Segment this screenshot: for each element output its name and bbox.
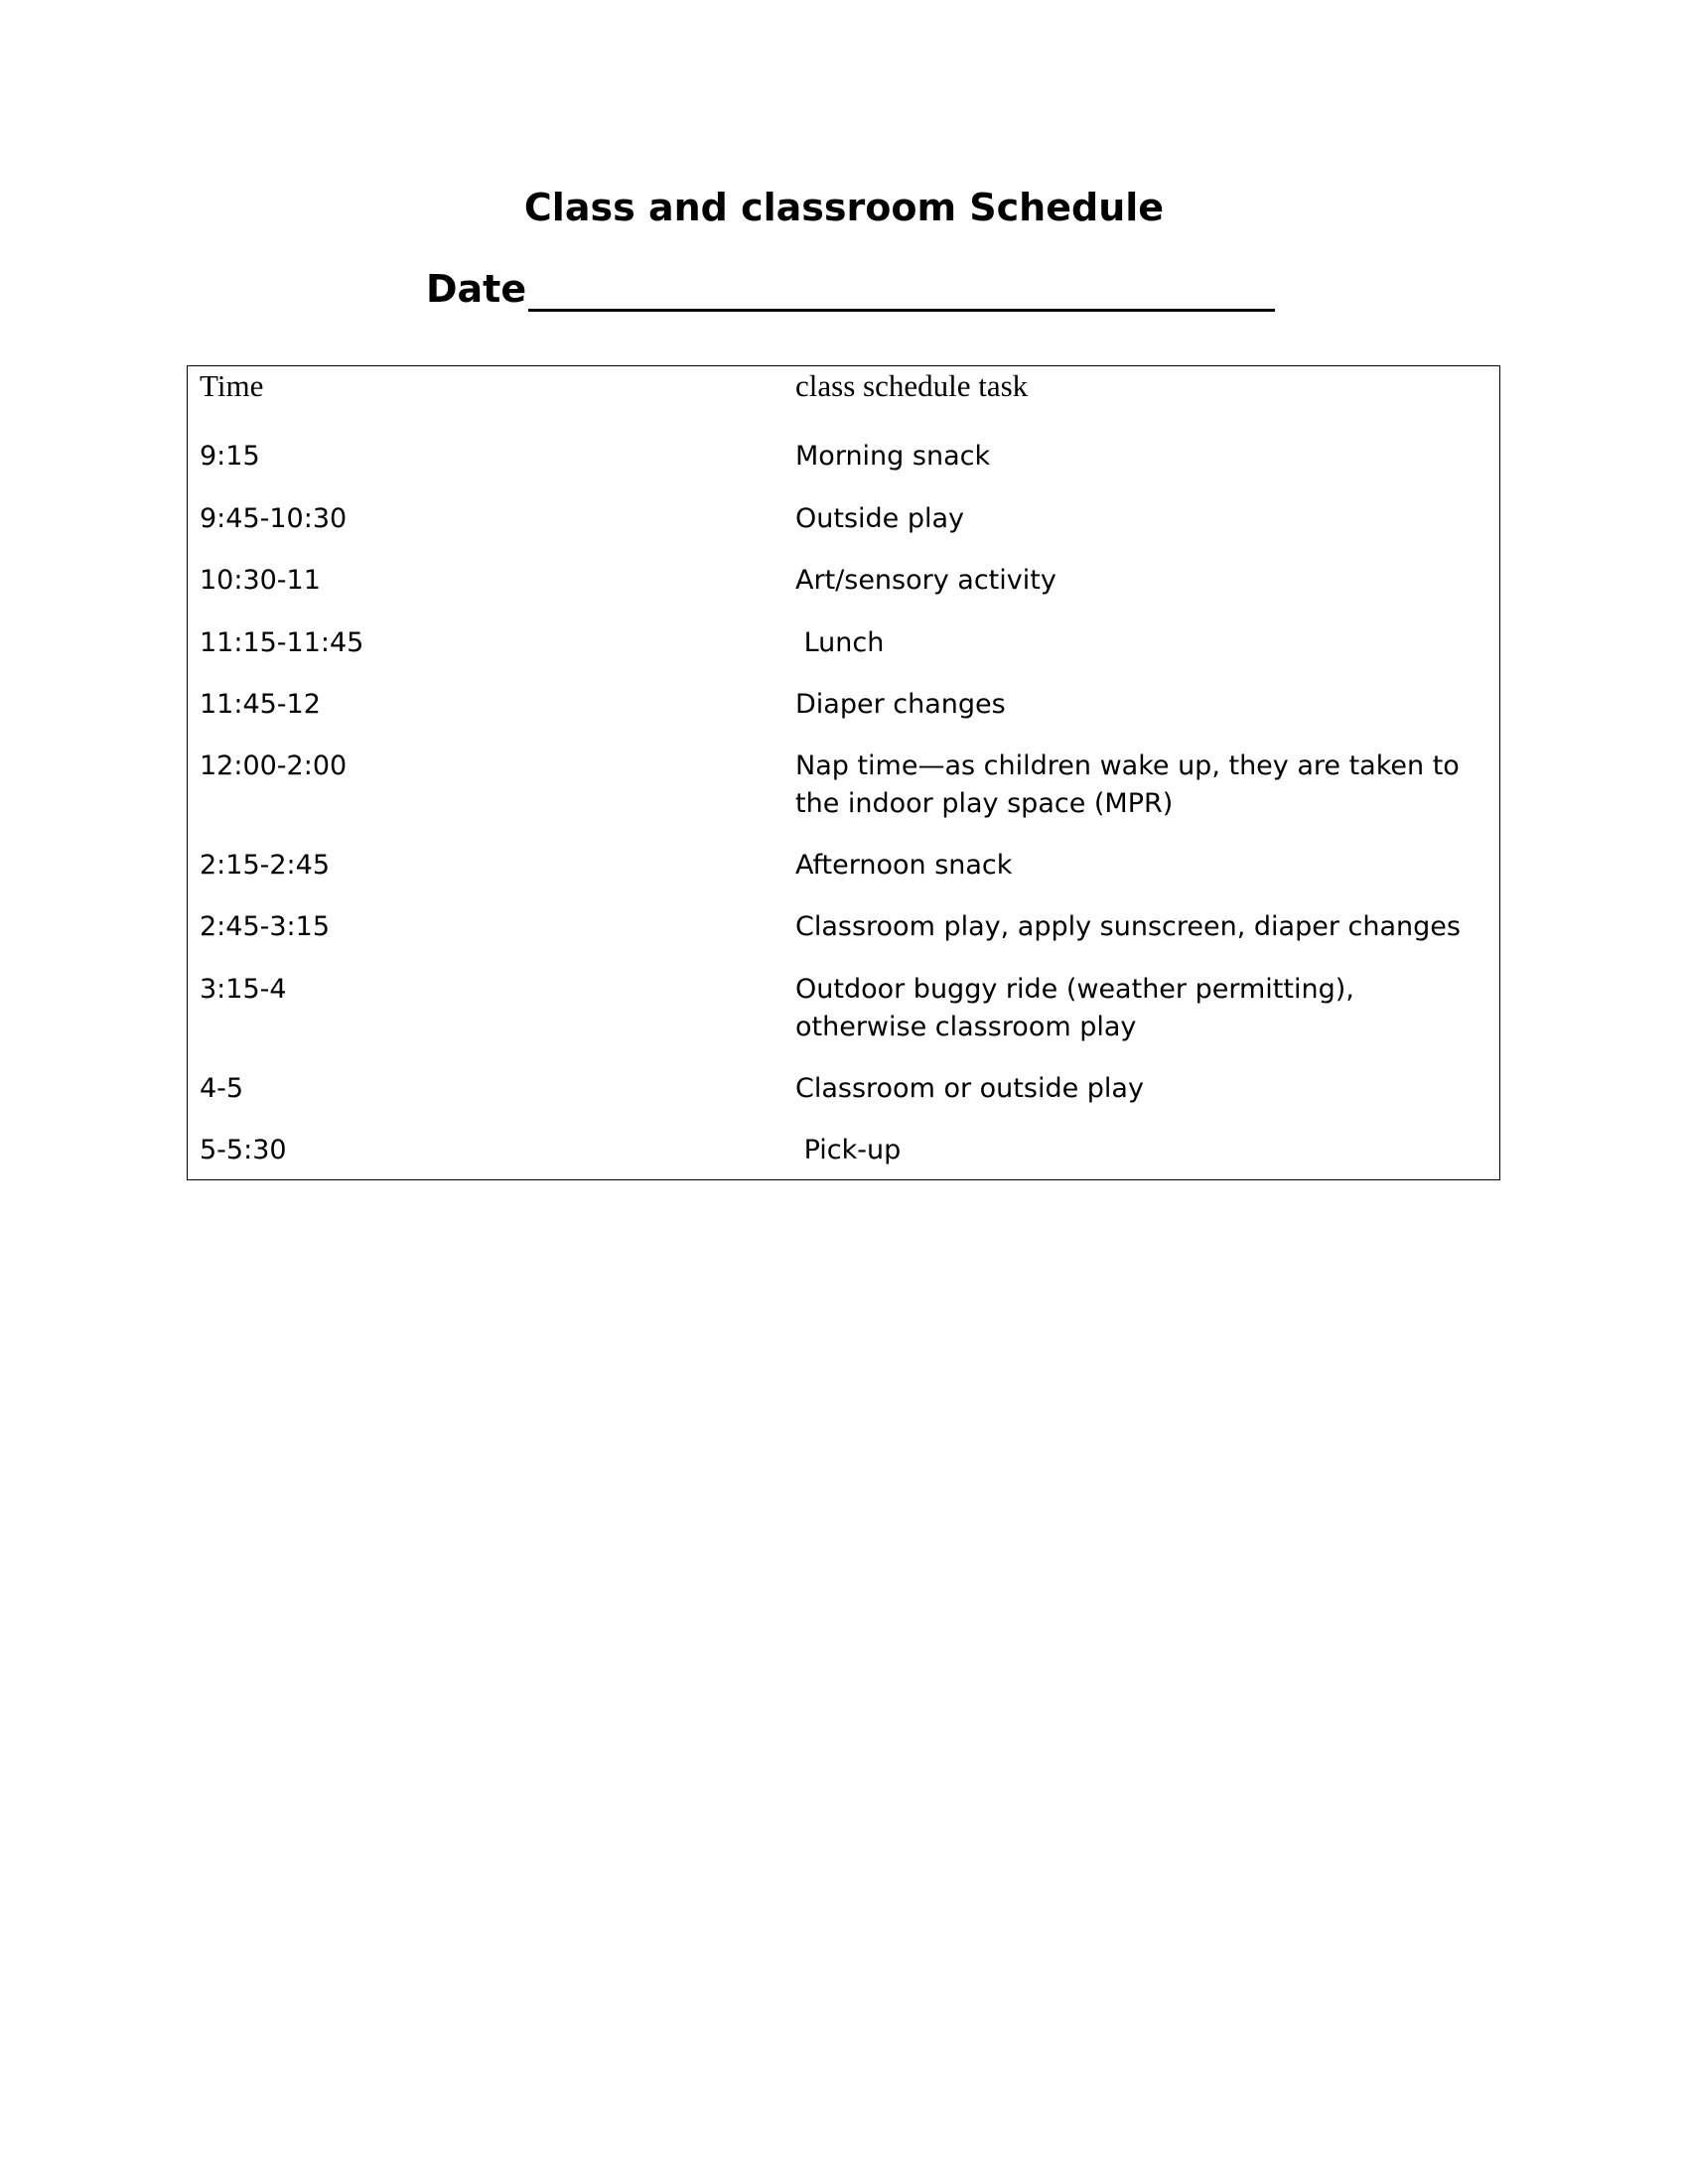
time-cell: 9:15	[200, 441, 260, 472]
time-cell: 12:00-2:00	[200, 751, 348, 781]
time-cell: 10:30-11	[200, 565, 321, 596]
task-cell: Nap time—as children wake up, they are taken to the indoor play space (MPR)	[795, 751, 1469, 819]
schedule-table	[187, 365, 1500, 1180]
date-line	[426, 266, 1275, 312]
time-cell: 5-5:30	[200, 1135, 287, 1165]
task-cell: Outside play	[795, 503, 965, 534]
task-cell: Morning snack	[795, 441, 991, 472]
time-column-header: Time	[200, 368, 264, 403]
time-cell: 4-5	[200, 1073, 244, 1104]
task-cell: Pick-up	[795, 1135, 902, 1165]
time-cell: 3:15-4	[200, 974, 287, 1005]
task-cell: Afternoon snack	[795, 850, 1013, 881]
date-blank-field[interactable]	[528, 271, 1275, 312]
task-cell: Classroom or outside play	[795, 1073, 1144, 1104]
task-cell: Classroom play, apply sunscreen, diaper changes	[795, 911, 1461, 942]
table-header-row	[188, 366, 1499, 426]
time-cell: 2:45-3:15	[200, 911, 331, 942]
time-cell: 11:45-12	[200, 689, 321, 720]
task-cell: Outdoor buggy ride (weather permitting), otherwise classroom play	[795, 974, 1363, 1042]
task-cell: Diaper changes	[795, 689, 1006, 720]
page-title: Class and classroom Schedule	[523, 186, 1165, 229]
task-cell: Art/sensory activity	[795, 565, 1056, 596]
task-column-header: class schedule task	[795, 368, 1029, 403]
time-cell: 11:15-11:45	[200, 627, 364, 658]
time-cell: 2:15-2:45	[200, 850, 331, 881]
date-label: Date	[426, 267, 527, 311]
task-cell: Lunch	[795, 627, 885, 658]
time-cell: 9:45-10:30	[200, 503, 348, 534]
